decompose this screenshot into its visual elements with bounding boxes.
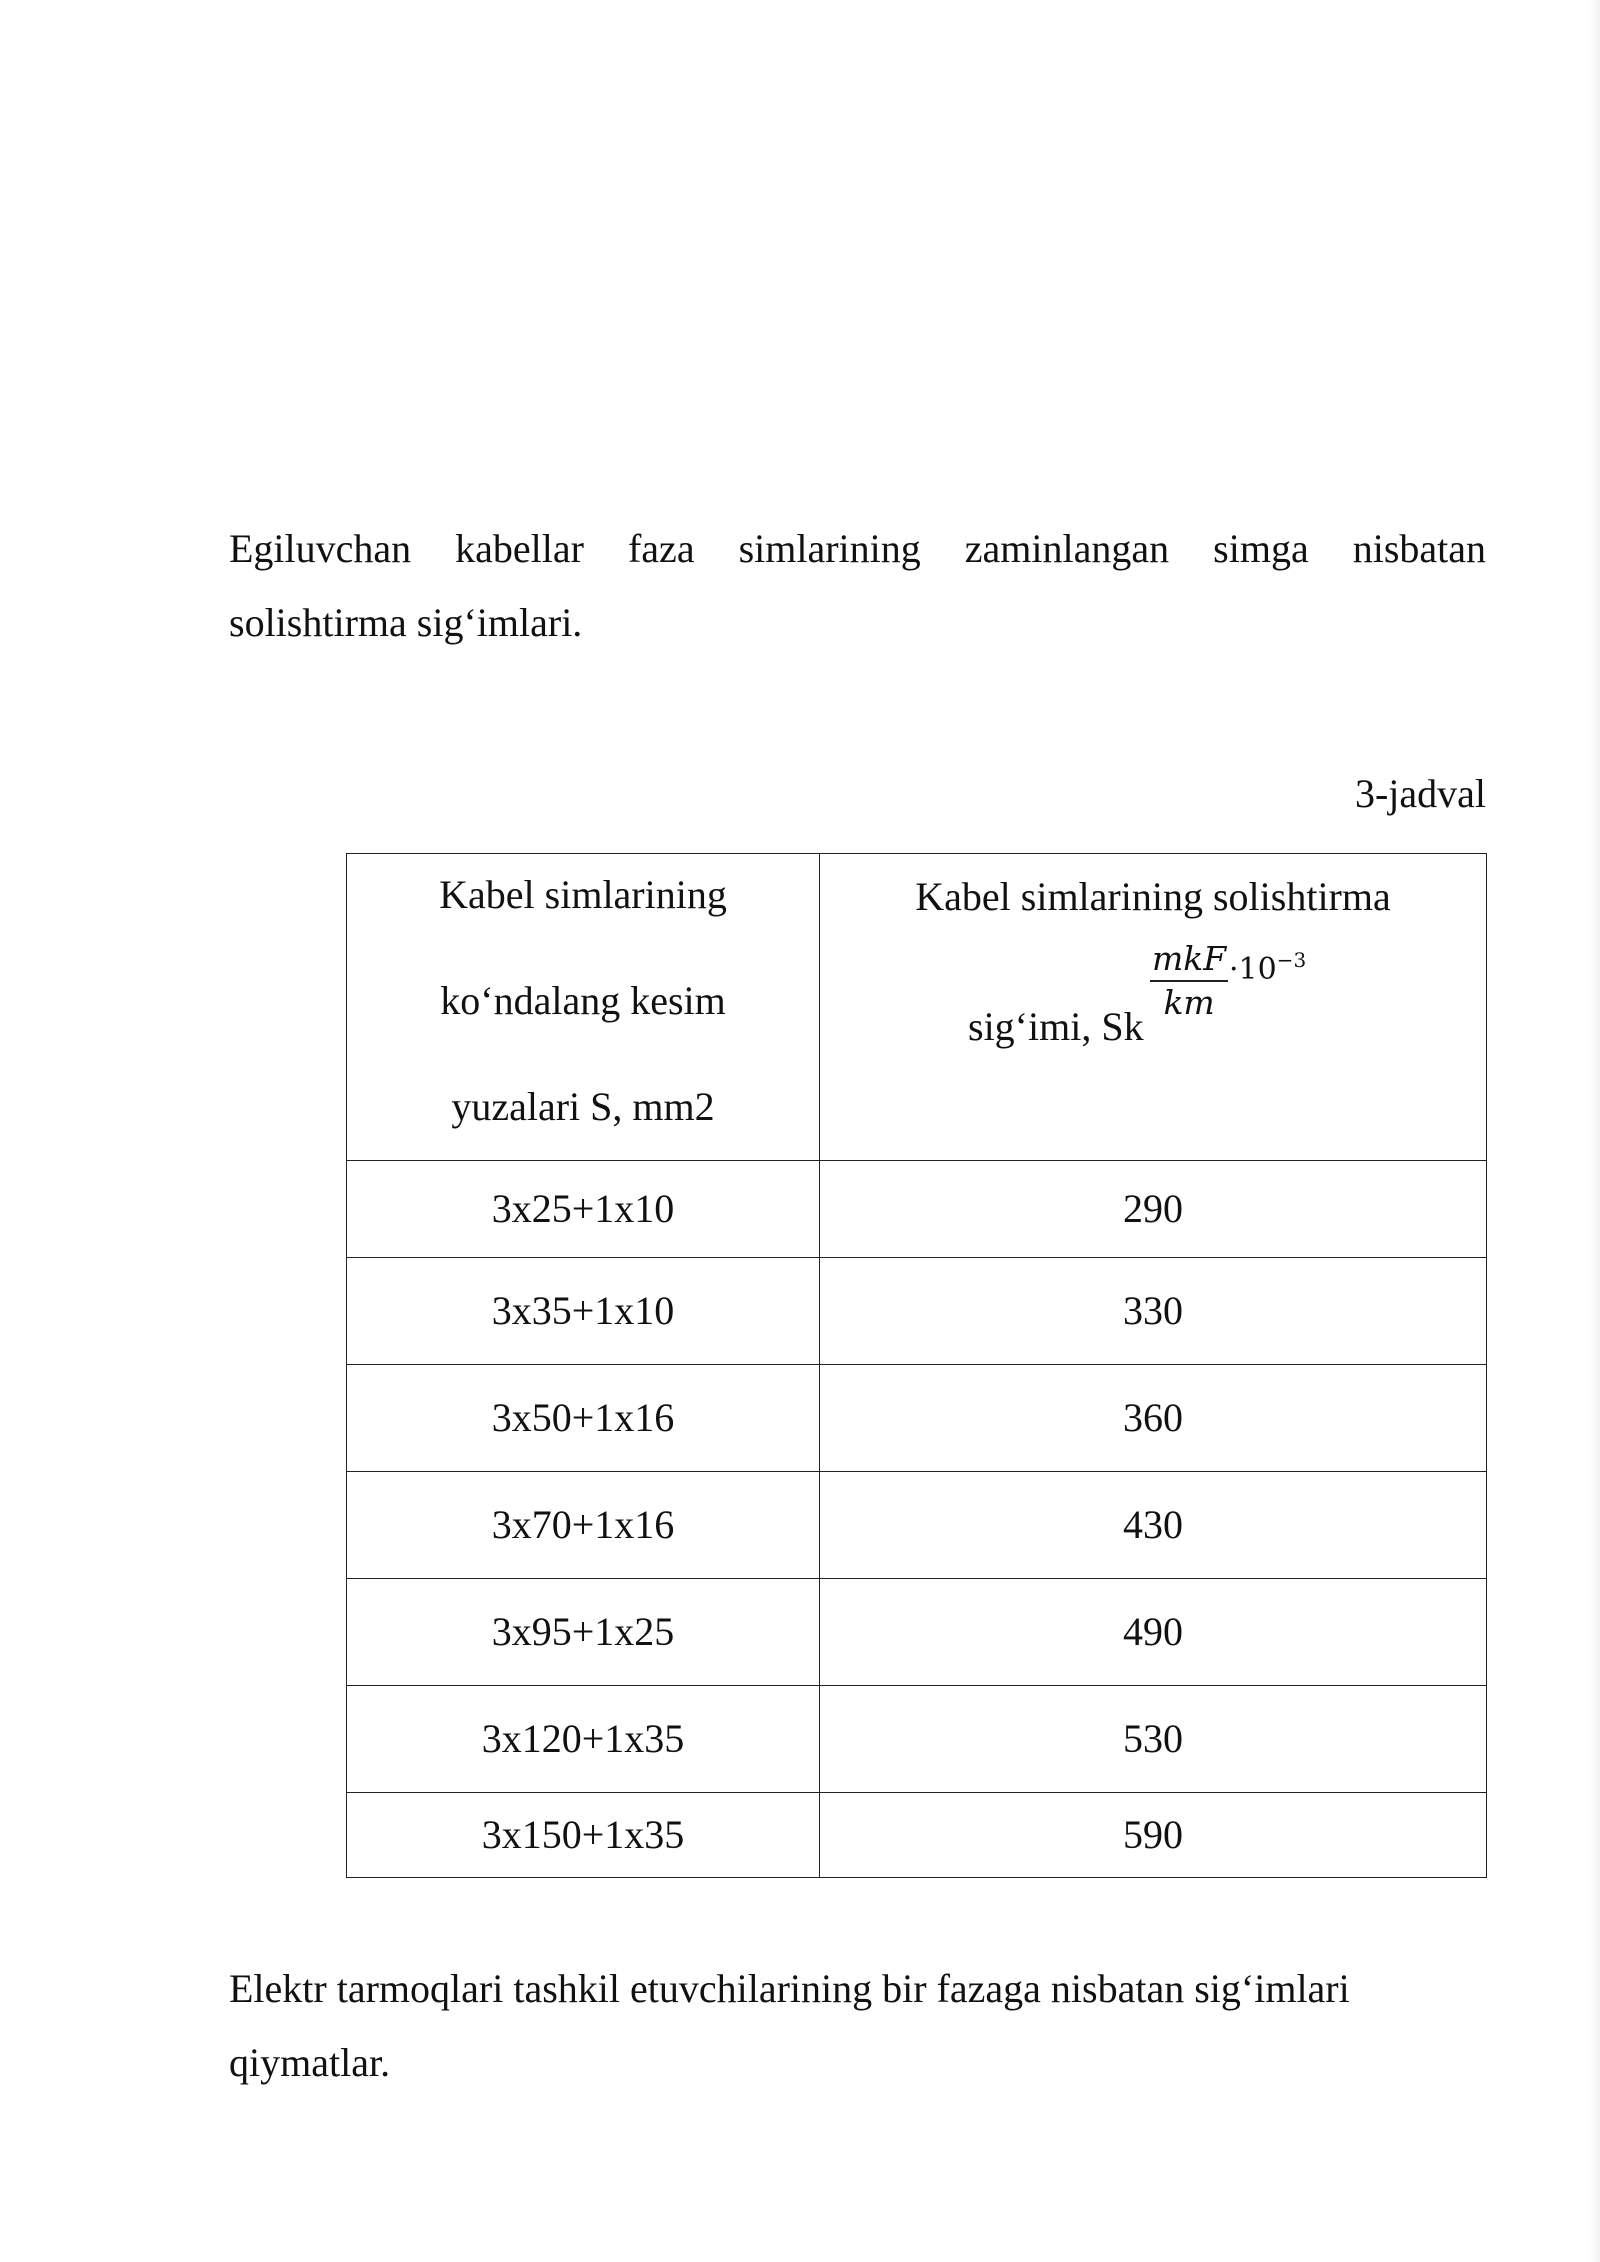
header-section-cell	[347, 854, 820, 1161]
capacity-cell: 530	[820, 1686, 1487, 1793]
section-cell: 3x35+1x10	[347, 1258, 820, 1365]
intro-line-1: Egiluvchan kabellar faza simlarining zaminlangan simga nisbatan	[229, 526, 1486, 571]
header-col2-line: Kabel simlarining solishtirma	[915, 874, 1391, 919]
header-formula	[820, 934, 1486, 1094]
header-capacity-cell	[820, 854, 1487, 1161]
table-row	[347, 1579, 1487, 1686]
header-col1-line: ko‘ndalang kesim	[440, 978, 726, 1023]
table-row	[347, 1793, 1487, 1878]
outro-line-1: Elektr tarmoqlari tashkil etuvchilarining bir fazaga nisbatan sig‘imlari	[229, 1966, 1350, 2011]
intro-paragraph	[229, 512, 1486, 660]
page-edge	[1590, 0, 1600, 2262]
section-cell: 3x150+1x35	[347, 1793, 820, 1878]
outro-line-2: qiymatlar.	[229, 2040, 391, 2085]
unit-numerator: mkF	[1150, 938, 1228, 982]
table-row	[347, 1472, 1487, 1579]
table-label: 3-jadval	[1354, 771, 1486, 816]
intro-line-2: solishtirma sig‘imlari.	[229, 600, 583, 645]
multiplier-exponent: −3	[1276, 948, 1307, 972]
section-cell: 3x95+1x25	[347, 1579, 820, 1686]
table-header-row	[347, 854, 1487, 1161]
table-row	[347, 1258, 1487, 1365]
header-col1-line: Kabel simlarining	[439, 872, 727, 917]
capacity-table	[346, 853, 1487, 1878]
capacity-cell: 360	[820, 1365, 1487, 1472]
unit-denominator: km	[1163, 983, 1215, 1022]
capacity-cell: 590	[820, 1793, 1487, 1878]
table-row	[347, 1365, 1487, 1472]
header-col1-line: yuzalari S, mm2	[451, 1084, 715, 1129]
unit-fraction	[1150, 938, 1228, 1024]
section-cell: 3x70+1x16	[347, 1472, 820, 1579]
section-cell: 3x50+1x16	[347, 1365, 820, 1472]
outro-paragraph	[229, 1952, 1486, 2100]
capacity-cell: 490	[820, 1579, 1487, 1686]
capacity-cell: 290	[820, 1161, 1487, 1258]
capacity-cell: 330	[820, 1258, 1487, 1365]
section-cell: 3x25+1x10	[347, 1161, 820, 1258]
multiplier-base: ·10	[1229, 952, 1277, 987]
section-cell: 3x120+1x35	[347, 1686, 820, 1793]
table-row	[347, 1686, 1487, 1793]
header-col2-symbol: sig‘imi, Sk	[968, 1004, 1144, 1049]
unit-multiplier	[1229, 948, 1306, 987]
capacity-cell: 430	[820, 1472, 1487, 1579]
table-row	[347, 1161, 1487, 1258]
